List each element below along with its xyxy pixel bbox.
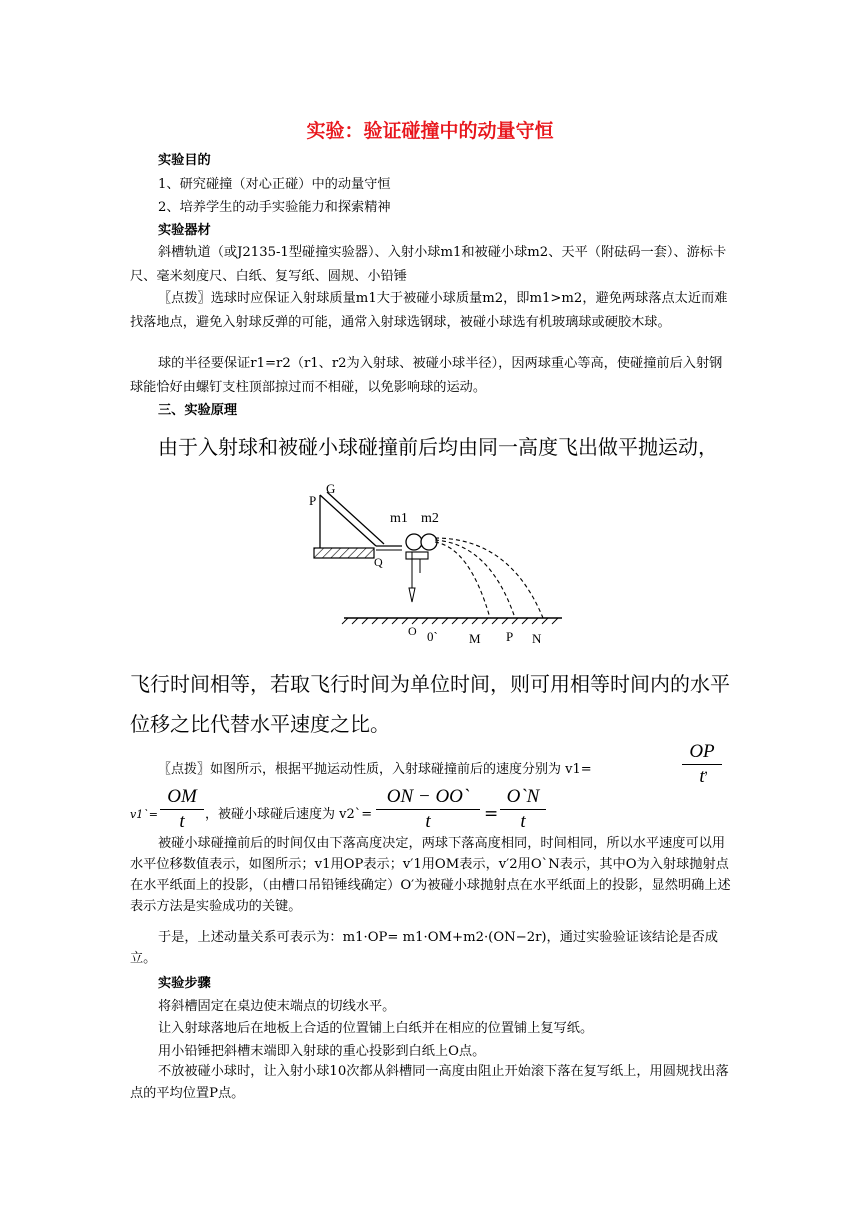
apparatus-diagram xyxy=(300,478,570,648)
equipment-paragraph: 斜槽轨道（或J2135-1型碰撞实验器）、入射小球m1和被碰小球m2、天平（附砝码一套）、游标卡尺、毫米刻度尺、白纸、复写纸、圆规、小铅锤 xyxy=(130,245,727,284)
page-title: 实验：验证碰撞中的动量守恒 xyxy=(306,120,554,142)
step-3: 用小铅锤把斜槽末端即入射球的重心投影到白纸上O点。 xyxy=(158,1044,486,1059)
steps-heading: 实验步骤 xyxy=(158,976,211,991)
equipment-heading: 实验器材 xyxy=(158,223,211,238)
principle-line-3: 位移之比代替水平速度之比。 xyxy=(130,712,390,736)
principle-line-2: 飞行时间相等，若取飞行时间为单位时间，则可用相等时间内的水平 xyxy=(130,672,730,696)
incline-line-lower xyxy=(327,492,384,544)
step-1: 将斜槽固定在桌边使末端点的切线水平。 xyxy=(158,999,396,1014)
frac-num: O`N xyxy=(506,786,540,807)
frac-num: OM xyxy=(167,786,197,807)
radius-paragraph: 球的半径要保证r1=r2（r1、r2为入射球、被碰小球半径），因两球重心等高，使碰撞前后入射钢球能恰好由螺钉支柱顶部掠过而不相碰，以免影响球的运动。 xyxy=(130,356,723,395)
ball-m1 xyxy=(406,534,422,550)
frac-bar xyxy=(376,809,480,810)
frac-den: t xyxy=(520,811,526,832)
step-2: 让入射球落地后在地板上合适的位置铺上白纸并在相应的位置铺上复写纸。 xyxy=(158,1021,594,1036)
frac-bar xyxy=(500,809,546,810)
frac-bar xyxy=(160,809,204,810)
purpose-item-2: 2、培养学生的动手实验能力和探索精神 xyxy=(158,200,391,215)
formula-ON-minus-OO xyxy=(376,786,480,833)
frac-den: t xyxy=(699,766,705,787)
label-M: M xyxy=(469,631,481,646)
label-O-prime: 0` xyxy=(427,629,438,644)
label-P: P xyxy=(309,493,317,508)
v2-text: ，被碰小球碰后速度为 v2`= xyxy=(205,807,373,822)
frac-num: OP xyxy=(689,741,715,762)
trajectory-N xyxy=(435,538,543,618)
purpose-item-1: 1、研究碰撞（对心正碰）中的动量守恒 xyxy=(158,177,391,192)
step-4: 不放被碰小球时，让入射小球10次都从斜槽同一高度由阻止开始滚下落在复写纸上，用圆规找出落点的平均位置P点。 xyxy=(130,1064,729,1101)
time-paragraph: 被碰小球碰撞前后的时间仅由下落高度决定，两球下落高度相同，时间相同，所以水平速度可以用水平位移数值表示，如图所示；v1用OP表示；v′1用OM表示，v′2用O`N表示，其中O为入射球抛射点在水平纸面上的投影，（由槽口吊铅锤线确定）O′为被碰小球抛射点在水平纸面上的投影，显然明确上述表示方法是实验成功的关键。 xyxy=(130,836,731,914)
label-m1: m1 xyxy=(390,511,408,526)
formula-OM-over-t xyxy=(160,786,204,833)
hatched-base xyxy=(314,548,374,558)
tip-paragraph-2: 〖点拨〗如图所示，根据平抛运动性质，入射球碰撞前后的速度分别为 v1= xyxy=(158,762,592,777)
purpose-heading: 实验目的 xyxy=(158,153,211,168)
comma-1: ， xyxy=(704,762,718,777)
label-G: G xyxy=(326,481,336,496)
momentum-paragraph: 于是，上述动量关系可表示为：m1·OP= m1·OM+m2·(ON−2r)，通过实验验证该结论是否成立。 xyxy=(130,930,718,966)
ball-m2 xyxy=(421,534,437,550)
frac-den: t xyxy=(425,811,431,832)
frac-den: t xyxy=(179,811,185,832)
principle-heading: 三、实验原理 xyxy=(158,403,238,418)
tip-paragraph-1: 〖点拨〗选球时应保证入射球质量m1大于被碰小球质量m2，即m1>m2，避免两球落点太近而难找落地点，避免入射球反弹的可能，通常入射球选钢球，被碰小球选有机玻璃球或硬胶木球。 xyxy=(130,291,728,330)
label-P-ground: P xyxy=(506,629,514,644)
label-O: O xyxy=(408,624,417,638)
ground-hatching xyxy=(342,618,558,624)
label-m2: m2 xyxy=(421,511,439,526)
trajectory-M xyxy=(435,542,490,618)
stand-top xyxy=(406,552,428,559)
plumb-bob xyxy=(409,588,415,602)
equals-sign: = xyxy=(484,804,499,824)
frac-num: ON − OO` xyxy=(386,786,470,807)
principle-line-1: 由于入射球和被碰小球碰撞前后均由同一高度飞出做平抛运动， xyxy=(158,435,718,459)
formula-ON-over-t xyxy=(500,786,546,833)
incline-line-upper xyxy=(320,495,376,546)
label-N: N xyxy=(532,631,542,646)
v1-prime-label: v1`= xyxy=(130,808,158,821)
label-Q: Q xyxy=(374,555,383,569)
